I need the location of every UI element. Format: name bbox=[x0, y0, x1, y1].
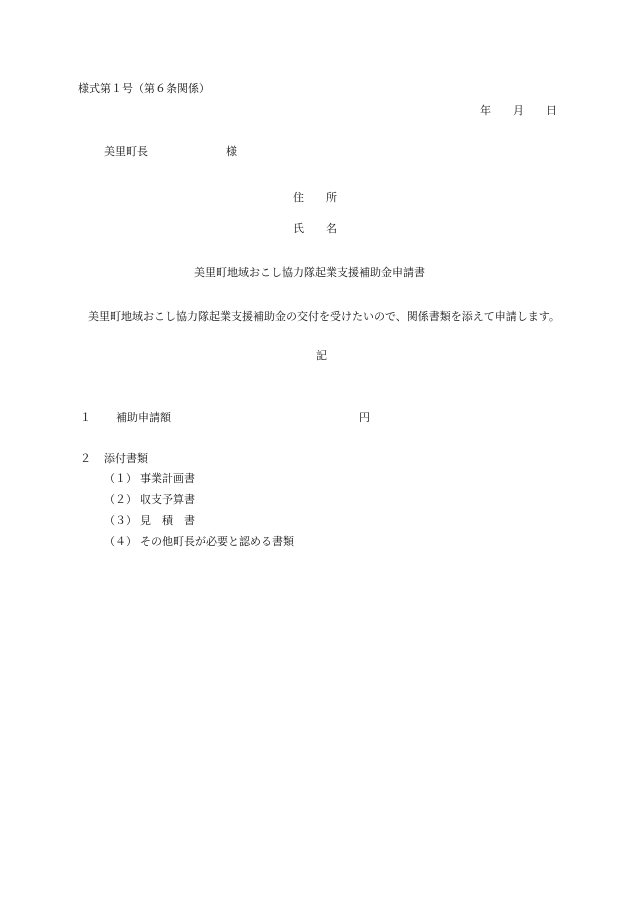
applicant-name-label: 氏 名 bbox=[293, 222, 337, 235]
date-year-label: 年 bbox=[480, 104, 491, 117]
attachment-item bbox=[104, 535, 294, 548]
attachment-number: （１） bbox=[104, 472, 137, 485]
attachment-number: （４） bbox=[104, 535, 137, 548]
attachment-item bbox=[104, 514, 195, 527]
attachment-item bbox=[104, 472, 195, 485]
attachment-number: （３） bbox=[104, 514, 137, 527]
attachment-label: 事業計画書 bbox=[140, 472, 195, 485]
attachment-label: 収支予算書 bbox=[140, 493, 195, 506]
date-day-label: 日 bbox=[546, 104, 557, 117]
item-2-row bbox=[80, 452, 148, 465]
addressee-name: 美里町長 bbox=[104, 145, 148, 158]
applicant-address-label: 住 所 bbox=[293, 191, 337, 204]
attachment-label: その他町長が必要と認める書類 bbox=[140, 535, 294, 548]
form-number: 様式第１号（第６条関係） bbox=[78, 82, 210, 95]
application-body-text: 美里町地域おこし協力隊起業支援補助金の交付を受けたいので、関係書類を添えて申請します。 bbox=[88, 310, 560, 323]
document-title: 美里町地域おこし協力隊起業支援補助金申請書 bbox=[194, 266, 425, 279]
date-month-label: 月 bbox=[513, 104, 524, 117]
item-1-unit: 円 bbox=[359, 411, 370, 424]
item-2-label: 添付書類 bbox=[104, 452, 148, 465]
item-1-row bbox=[80, 411, 171, 424]
attachment-number: （２） bbox=[104, 493, 137, 506]
item-1-label: 補助申請額 bbox=[116, 411, 171, 424]
item-1-number: １ bbox=[80, 411, 91, 424]
attachment-label: 見 積 書 bbox=[140, 514, 195, 527]
item-2-number: ２ bbox=[80, 452, 91, 465]
attachment-item bbox=[104, 493, 195, 506]
date-line bbox=[480, 104, 557, 117]
addressee-honorific: 様 bbox=[226, 145, 237, 158]
ki-heading: 記 bbox=[316, 349, 327, 362]
